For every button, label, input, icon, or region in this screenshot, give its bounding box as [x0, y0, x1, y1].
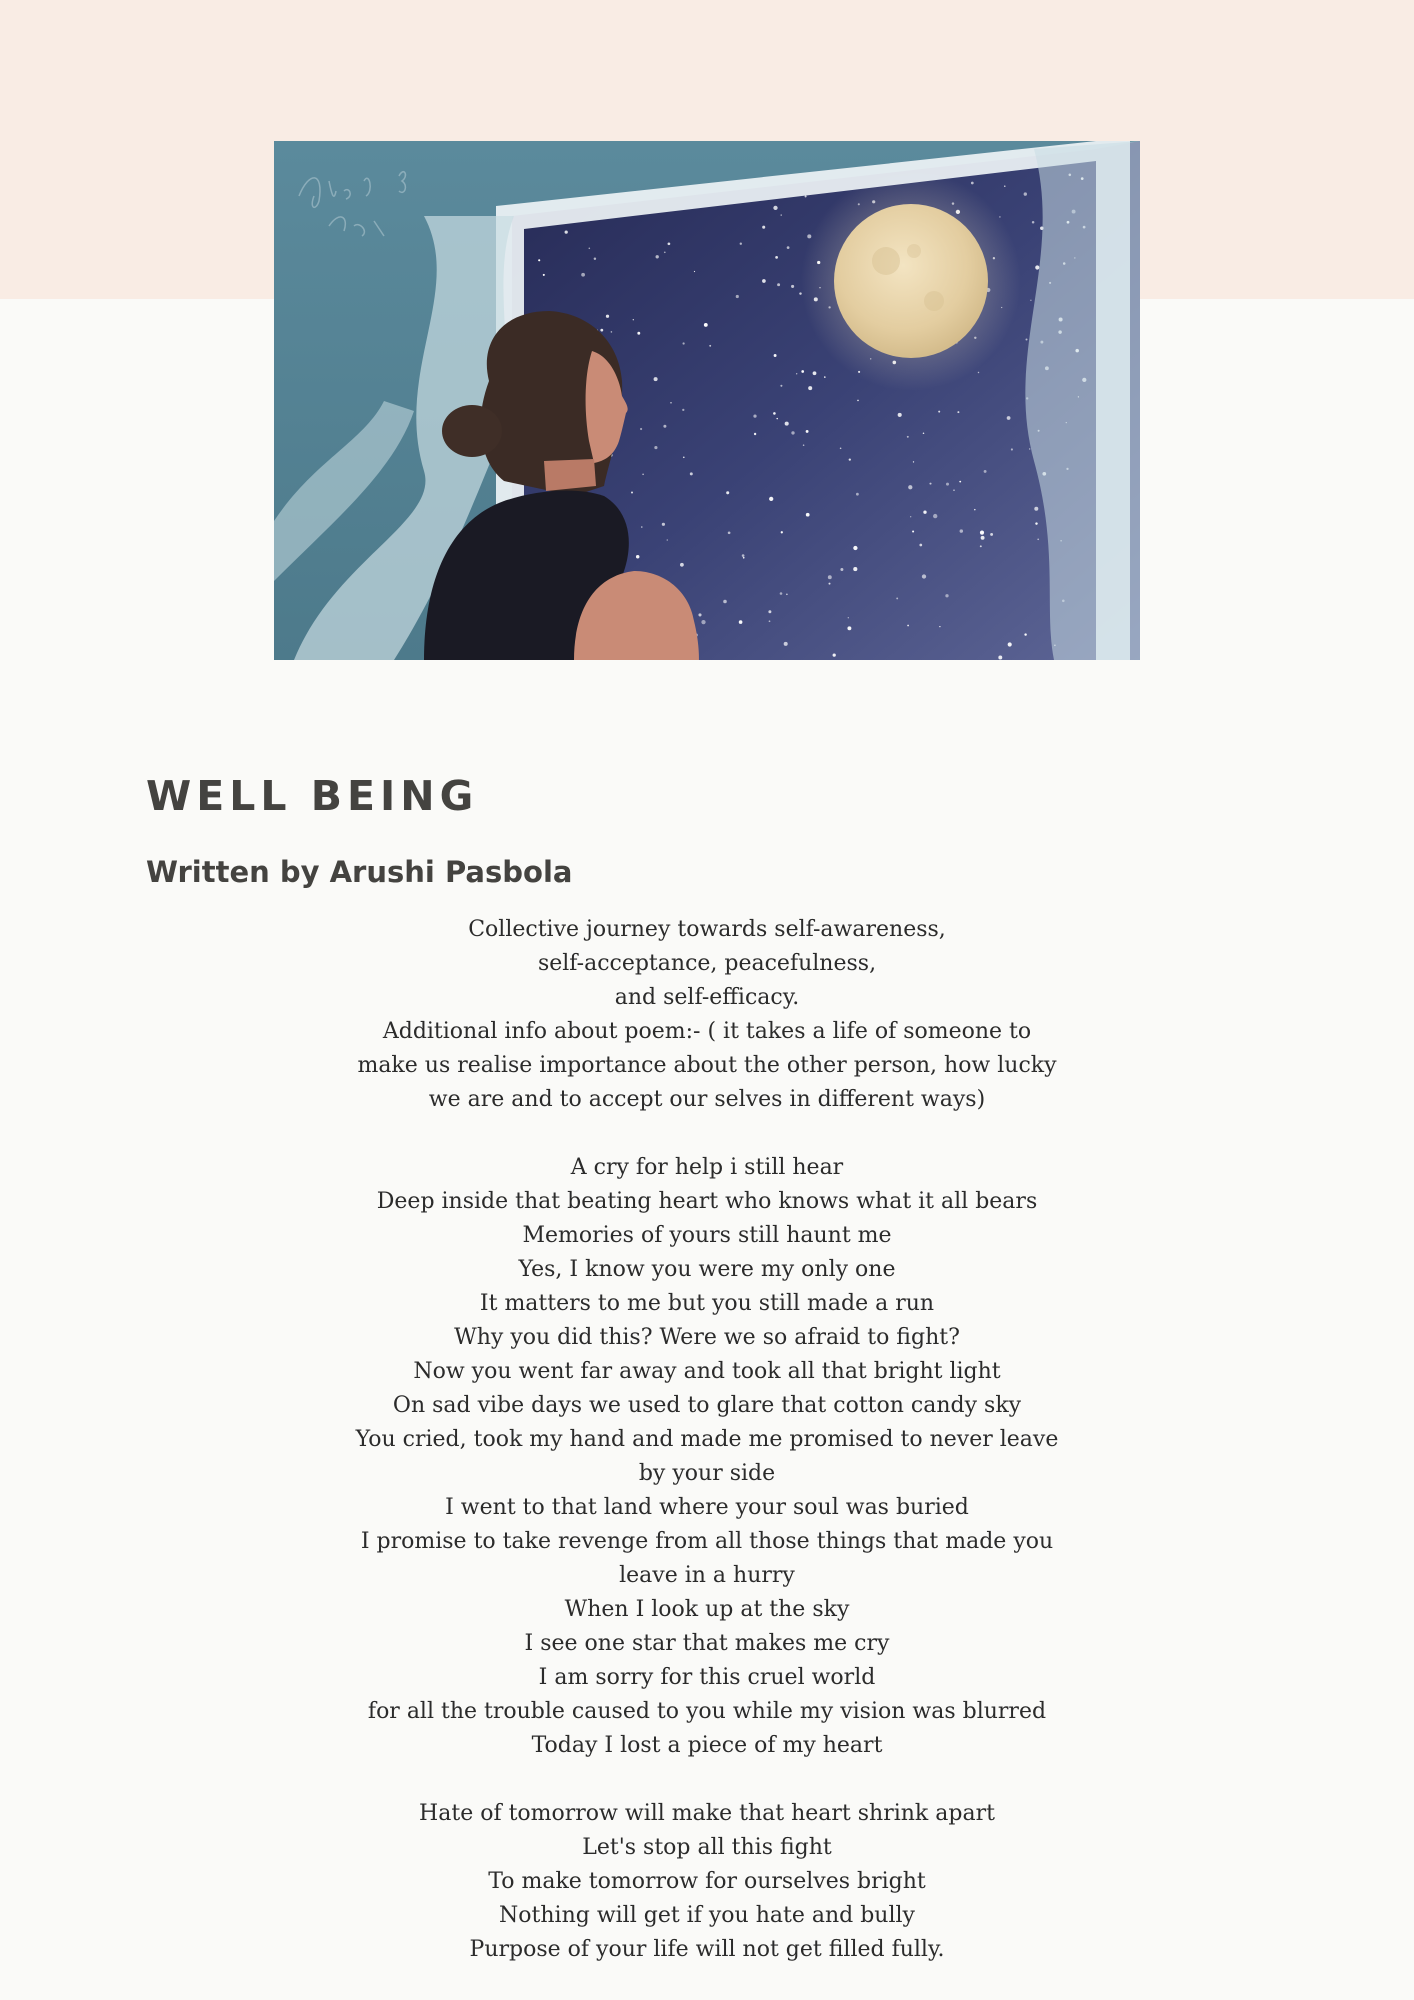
poem-line: Nothing will get if you hate and bully: [499, 1903, 915, 1928]
poem-body: [330, 913, 1084, 1967]
poem-title: WELL BEING: [146, 772, 479, 820]
poem-line: Purpose of your life will not get filled fully.: [469, 1937, 945, 1962]
poem-line: Collective journey towards self-awareness,: [468, 917, 946, 942]
author-byline: Written by Arushi Pasbola: [146, 855, 573, 889]
poem-line: Why you did this? Were we so afraid to fight?: [454, 1325, 960, 1350]
poem-line: To make tomorrow for ourselves bright: [488, 1869, 926, 1894]
hero-illustration: [274, 141, 1140, 660]
poem-line: Let's stop all this fight: [582, 1835, 832, 1860]
stanza-break: [330, 1763, 1084, 1797]
poem-line: I see one star that makes me cry: [524, 1631, 890, 1656]
poem-line: Deep inside that beating heart who knows what it all bears: [376, 1189, 1038, 1214]
poem-line: leave in a hurry: [619, 1563, 795, 1588]
stanza-break: [330, 1117, 1084, 1151]
poem-line: Today I lost a piece of my heart: [531, 1733, 883, 1758]
poem-line: Hate of tomorrow will make that heart shrink apart: [419, 1801, 995, 1826]
poem-line: A cry for help i still hear: [570, 1155, 844, 1180]
poem-line: On sad vibe days we used to glare that cotton candy sky: [392, 1393, 1022, 1418]
poem-line: When I look up at the sky: [564, 1597, 850, 1622]
poem-line: I went to that land where your soul was buried: [445, 1495, 969, 1520]
poem-line: Yes, I know you were my only one: [518, 1257, 896, 1282]
poem-line: we are and to accept our selves in different ways): [428, 1087, 986, 1112]
poem-line: Now you went far away and took all that bright light: [413, 1359, 1001, 1384]
poem-line: for all the trouble caused to you while my vision was blurred: [367, 1699, 1047, 1724]
poem-line: Memories of yours still haunt me: [522, 1223, 892, 1248]
poem-line: I am sorry for this cruel world: [538, 1665, 876, 1690]
poem-line: You cried, took my hand and made me promised to never leave: [355, 1427, 1059, 1452]
poem-line: Additional info about poem:- ( it takes a life of someone to: [382, 1019, 1032, 1044]
poem-line: self-acceptance, peacefulness,: [537, 951, 877, 976]
poem-line: make us realise importance about the other person, how lucky: [357, 1053, 1057, 1078]
poem-line: by your side: [638, 1461, 776, 1486]
poem-line: and self-efficacy.: [614, 985, 800, 1010]
poem-line: It matters to me but you still made a run: [479, 1291, 935, 1316]
moon: [834, 204, 988, 358]
poem-line: I promise to take revenge from all those things that made you: [360, 1529, 1054, 1554]
girl-window-moon-illustration: [274, 141, 1140, 660]
